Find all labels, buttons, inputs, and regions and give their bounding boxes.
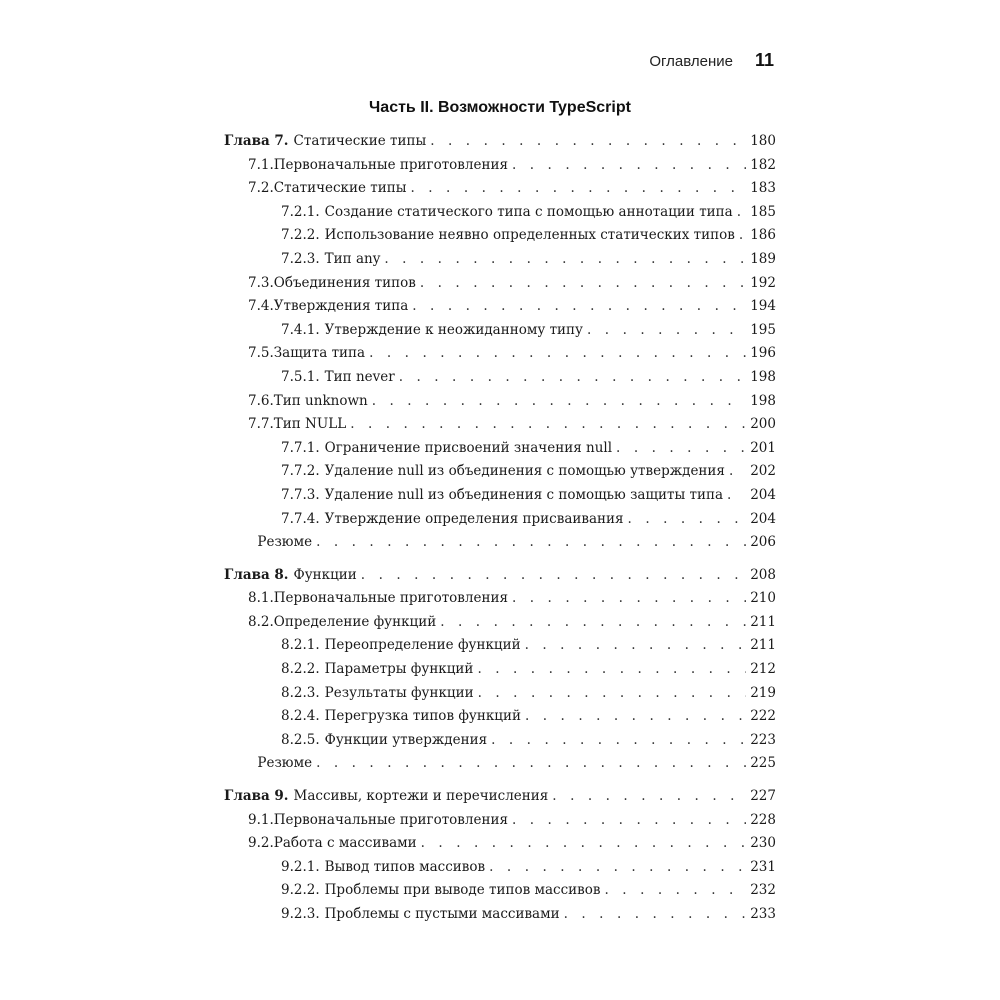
dot-leader bbox=[410, 177, 746, 201]
entry-title: Определение функций bbox=[273, 613, 437, 630]
entry-number: Глава 9. bbox=[224, 788, 289, 805]
entry-number: 7.7.1. bbox=[281, 439, 320, 456]
entry-number: 8.2.5. bbox=[281, 731, 320, 748]
entry-title: Удаление null из объединения с помощью утверждения bbox=[324, 463, 725, 480]
dot-leader bbox=[491, 729, 746, 753]
entry-number: 9.2.1. bbox=[281, 858, 320, 875]
entry-page-number: 186 bbox=[750, 227, 776, 244]
entry-number: 7.5. bbox=[248, 345, 274, 362]
toc-section-entry bbox=[224, 272, 776, 296]
dot-leader bbox=[421, 832, 747, 856]
entry-title: Создание статического типа с помощью аннотации типа bbox=[324, 203, 733, 220]
toc-section-entry bbox=[224, 413, 776, 437]
toc-subsection-entry bbox=[224, 201, 776, 225]
entry-number: 7.4.1. bbox=[281, 321, 320, 338]
toc-subsection-entry bbox=[224, 248, 776, 272]
entry-title: Утверждения типа bbox=[273, 298, 409, 315]
entry-page-number: 227 bbox=[750, 788, 776, 805]
entry-page-number: 196 bbox=[750, 345, 776, 362]
entry-number: 9.1. bbox=[248, 811, 274, 828]
entry-number: 7.7.4. bbox=[281, 510, 320, 527]
entry-title: Вывод типов массивов bbox=[324, 858, 486, 875]
entry-title: Функции утверждения bbox=[324, 731, 488, 748]
entry-title: Тип any bbox=[324, 250, 381, 267]
dot-leader bbox=[512, 809, 746, 833]
entry-number: 7.7. bbox=[248, 416, 274, 433]
entry-page-number: 210 bbox=[750, 590, 776, 607]
entry-page-number: 200 bbox=[750, 416, 776, 433]
dot-leader bbox=[350, 413, 746, 437]
dot-leader bbox=[605, 879, 747, 903]
entry-page-number: 208 bbox=[750, 566, 776, 583]
toc-subsection-entry bbox=[224, 705, 776, 729]
entry-number: 8.2.1. bbox=[281, 637, 320, 654]
entry-page-number: 228 bbox=[750, 811, 776, 828]
toc-section-entry bbox=[224, 342, 776, 366]
dot-leader bbox=[739, 224, 746, 248]
entry-page-number: 182 bbox=[750, 156, 776, 173]
entry-page-number: 204 bbox=[750, 510, 776, 527]
toc-subsection-entry bbox=[224, 366, 776, 390]
entry-page-number: 198 bbox=[750, 392, 776, 409]
entry-title: Утверждение к неожиданному типу bbox=[324, 321, 583, 338]
entry-title: Утверждение определения присваивания bbox=[324, 510, 624, 527]
entry-number: 9.2.3. bbox=[281, 906, 320, 922]
toc-chapter-heading bbox=[224, 130, 776, 154]
dot-leader bbox=[384, 248, 746, 272]
entry-title: Использование неявно определенных статических типов bbox=[324, 227, 735, 244]
entry-number: 7.2.1. bbox=[281, 203, 320, 220]
entry-number: 7.2. bbox=[248, 180, 274, 197]
dot-leader bbox=[737, 201, 747, 225]
entry-title: Тип NULL bbox=[273, 416, 347, 433]
toc-subsection-entry bbox=[224, 682, 776, 706]
toc-chapter bbox=[224, 564, 776, 776]
entry-page-number: 231 bbox=[750, 858, 776, 875]
toc-section-entry bbox=[224, 154, 776, 178]
dot-leader bbox=[628, 508, 747, 532]
dot-leader bbox=[399, 366, 747, 390]
toc-chapter bbox=[224, 130, 776, 555]
entry-title: Параметры функций bbox=[324, 661, 474, 678]
entry-page-number: 206 bbox=[750, 534, 776, 551]
entry-number: 7.6. bbox=[248, 392, 274, 409]
entry-number: 9.2. bbox=[248, 835, 274, 852]
entry-number: 7.2.3. bbox=[281, 250, 320, 267]
dot-leader bbox=[369, 342, 746, 366]
dot-leader bbox=[512, 154, 746, 178]
toc-subsection-entry bbox=[224, 658, 776, 682]
toc-section-entry bbox=[224, 611, 776, 635]
toc-section-entry bbox=[224, 752, 776, 776]
entry-title: Массивы, кортежи и перечисления bbox=[293, 788, 549, 805]
entry-title: Перегрузка типов функций bbox=[324, 708, 521, 725]
entry-title: Первоначальные приготовления bbox=[273, 156, 508, 173]
dot-leader bbox=[316, 531, 746, 555]
entry-page-number: 204 bbox=[750, 486, 776, 503]
entry-page-number: 211 bbox=[750, 613, 776, 630]
dot-leader bbox=[440, 611, 746, 635]
entry-title: Статические типы bbox=[293, 133, 427, 149]
toc-section-entry bbox=[224, 295, 776, 319]
dot-leader bbox=[727, 484, 746, 508]
entry-title: Тип unknown bbox=[273, 392, 368, 409]
entry-page-number: 222 bbox=[750, 708, 776, 725]
entry-number: 7.7.3. bbox=[281, 486, 320, 503]
dot-leader bbox=[412, 295, 746, 319]
entry-number: 8.2.4. bbox=[281, 708, 320, 725]
entry-number: Глава 8. bbox=[224, 566, 289, 583]
toc-subsection-entry bbox=[224, 484, 776, 508]
entry-number: 8.1. bbox=[248, 590, 274, 607]
dot-leader bbox=[430, 130, 746, 154]
dot-leader bbox=[512, 587, 746, 611]
entry-page-number: 189 bbox=[750, 250, 776, 267]
toc-subsection-entry bbox=[224, 460, 776, 484]
table-of-contents bbox=[224, 130, 776, 936]
entry-number: 7.4. bbox=[248, 298, 274, 315]
entry-title: Статические типы bbox=[273, 180, 407, 197]
dot-leader bbox=[729, 460, 746, 484]
entry-page-number: 219 bbox=[750, 684, 776, 701]
toc-subsection-entry bbox=[224, 879, 776, 903]
dot-leader bbox=[587, 319, 746, 343]
entry-title: Резюме bbox=[257, 755, 313, 772]
entry-number: 8.2.3. bbox=[281, 684, 320, 701]
entry-page-number: 233 bbox=[750, 906, 776, 922]
toc-section-entry bbox=[224, 390, 776, 414]
entry-title: Результаты функции bbox=[324, 684, 474, 701]
dot-leader bbox=[489, 856, 746, 880]
entry-title: Первоначальные приготовления bbox=[273, 590, 508, 607]
toc-section-entry bbox=[224, 832, 776, 856]
toc-subsection-entry bbox=[224, 508, 776, 532]
toc-chapter bbox=[224, 785, 776, 927]
page-number: 11 bbox=[754, 50, 774, 70]
entry-page-number: 232 bbox=[750, 882, 776, 899]
entry-title: Ограничение присвоений значения null bbox=[324, 439, 613, 456]
entry-number: 8.2. bbox=[248, 613, 274, 630]
dot-leader bbox=[477, 658, 746, 682]
toc-subsection-entry bbox=[224, 729, 776, 753]
toc-section-entry bbox=[224, 587, 776, 611]
entry-title: Переопределение функций bbox=[324, 637, 521, 654]
toc-subsection-entry bbox=[224, 634, 776, 658]
dot-leader bbox=[478, 682, 747, 706]
dot-leader bbox=[525, 705, 746, 729]
entry-title: Проблемы с пустыми массивами bbox=[324, 906, 560, 922]
entry-title: Работа с массивами bbox=[273, 835, 417, 852]
part-title: Часть II. Возможности TypeScript bbox=[369, 99, 631, 116]
entry-title: Объединения типов bbox=[273, 274, 416, 291]
toc-section-entry bbox=[224, 531, 776, 555]
toc-subsection-entry bbox=[224, 856, 776, 880]
entry-page-number: 211 bbox=[750, 637, 776, 654]
entry-number: 9.2.2. bbox=[281, 882, 320, 899]
toc-subsection-entry bbox=[224, 319, 776, 343]
entry-page-number: 201 bbox=[750, 439, 776, 456]
entry-page-number: 183 bbox=[750, 180, 776, 197]
dot-leader bbox=[564, 903, 747, 927]
entry-title: Тип never bbox=[324, 368, 395, 385]
entry-page-number: 185 bbox=[750, 203, 776, 220]
toc-subsection-entry bbox=[224, 903, 776, 927]
entry-number: 8.2.2. bbox=[281, 661, 320, 678]
toc-section-entry bbox=[224, 809, 776, 833]
entry-title: Проблемы при выводе типов массивов bbox=[324, 882, 601, 899]
entry-page-number: 192 bbox=[750, 274, 776, 291]
toc-subsection-entry bbox=[224, 437, 776, 461]
entry-page-number: 223 bbox=[750, 731, 776, 748]
toc-chapter-heading bbox=[224, 785, 776, 809]
dot-leader bbox=[316, 752, 746, 776]
entry-page-number: 194 bbox=[750, 298, 776, 315]
dot-leader bbox=[525, 634, 747, 658]
running-head bbox=[649, 50, 774, 71]
toc-subsection-entry bbox=[224, 224, 776, 248]
entry-page-number: 202 bbox=[750, 463, 776, 480]
entry-title: Удаление null из объединения с помощью защиты типа bbox=[324, 486, 724, 503]
entry-page-number: 225 bbox=[750, 755, 776, 772]
entry-number: 7.3. bbox=[248, 274, 274, 291]
dot-leader bbox=[616, 437, 746, 461]
entry-title: Функции bbox=[293, 566, 357, 583]
entry-title: Защита типа bbox=[273, 345, 366, 362]
entry-page-number: 195 bbox=[750, 321, 776, 338]
dot-leader bbox=[420, 272, 746, 296]
entry-number: 7.1. bbox=[248, 156, 274, 173]
entry-page-number: 198 bbox=[750, 368, 776, 385]
entry-number: Глава 7. bbox=[224, 133, 289, 149]
entry-page-number: 230 bbox=[750, 835, 776, 852]
running-title: Оглавление bbox=[649, 53, 733, 70]
entry-title: Первоначальные приготовления bbox=[273, 811, 508, 828]
entry-page-number: 180 bbox=[750, 133, 776, 149]
entry-number: 7.2.2. bbox=[281, 227, 320, 244]
entry-number: 7.7.2. bbox=[281, 463, 320, 480]
entry-page-number: 212 bbox=[750, 661, 776, 678]
entry-title: Резюме bbox=[257, 534, 313, 551]
entry-number: 7.5.1. bbox=[281, 368, 320, 385]
toc-chapter-heading bbox=[224, 564, 776, 588]
dot-leader bbox=[372, 390, 747, 414]
dot-leader bbox=[361, 564, 746, 588]
dot-leader bbox=[552, 785, 746, 809]
toc-section-entry bbox=[224, 177, 776, 201]
